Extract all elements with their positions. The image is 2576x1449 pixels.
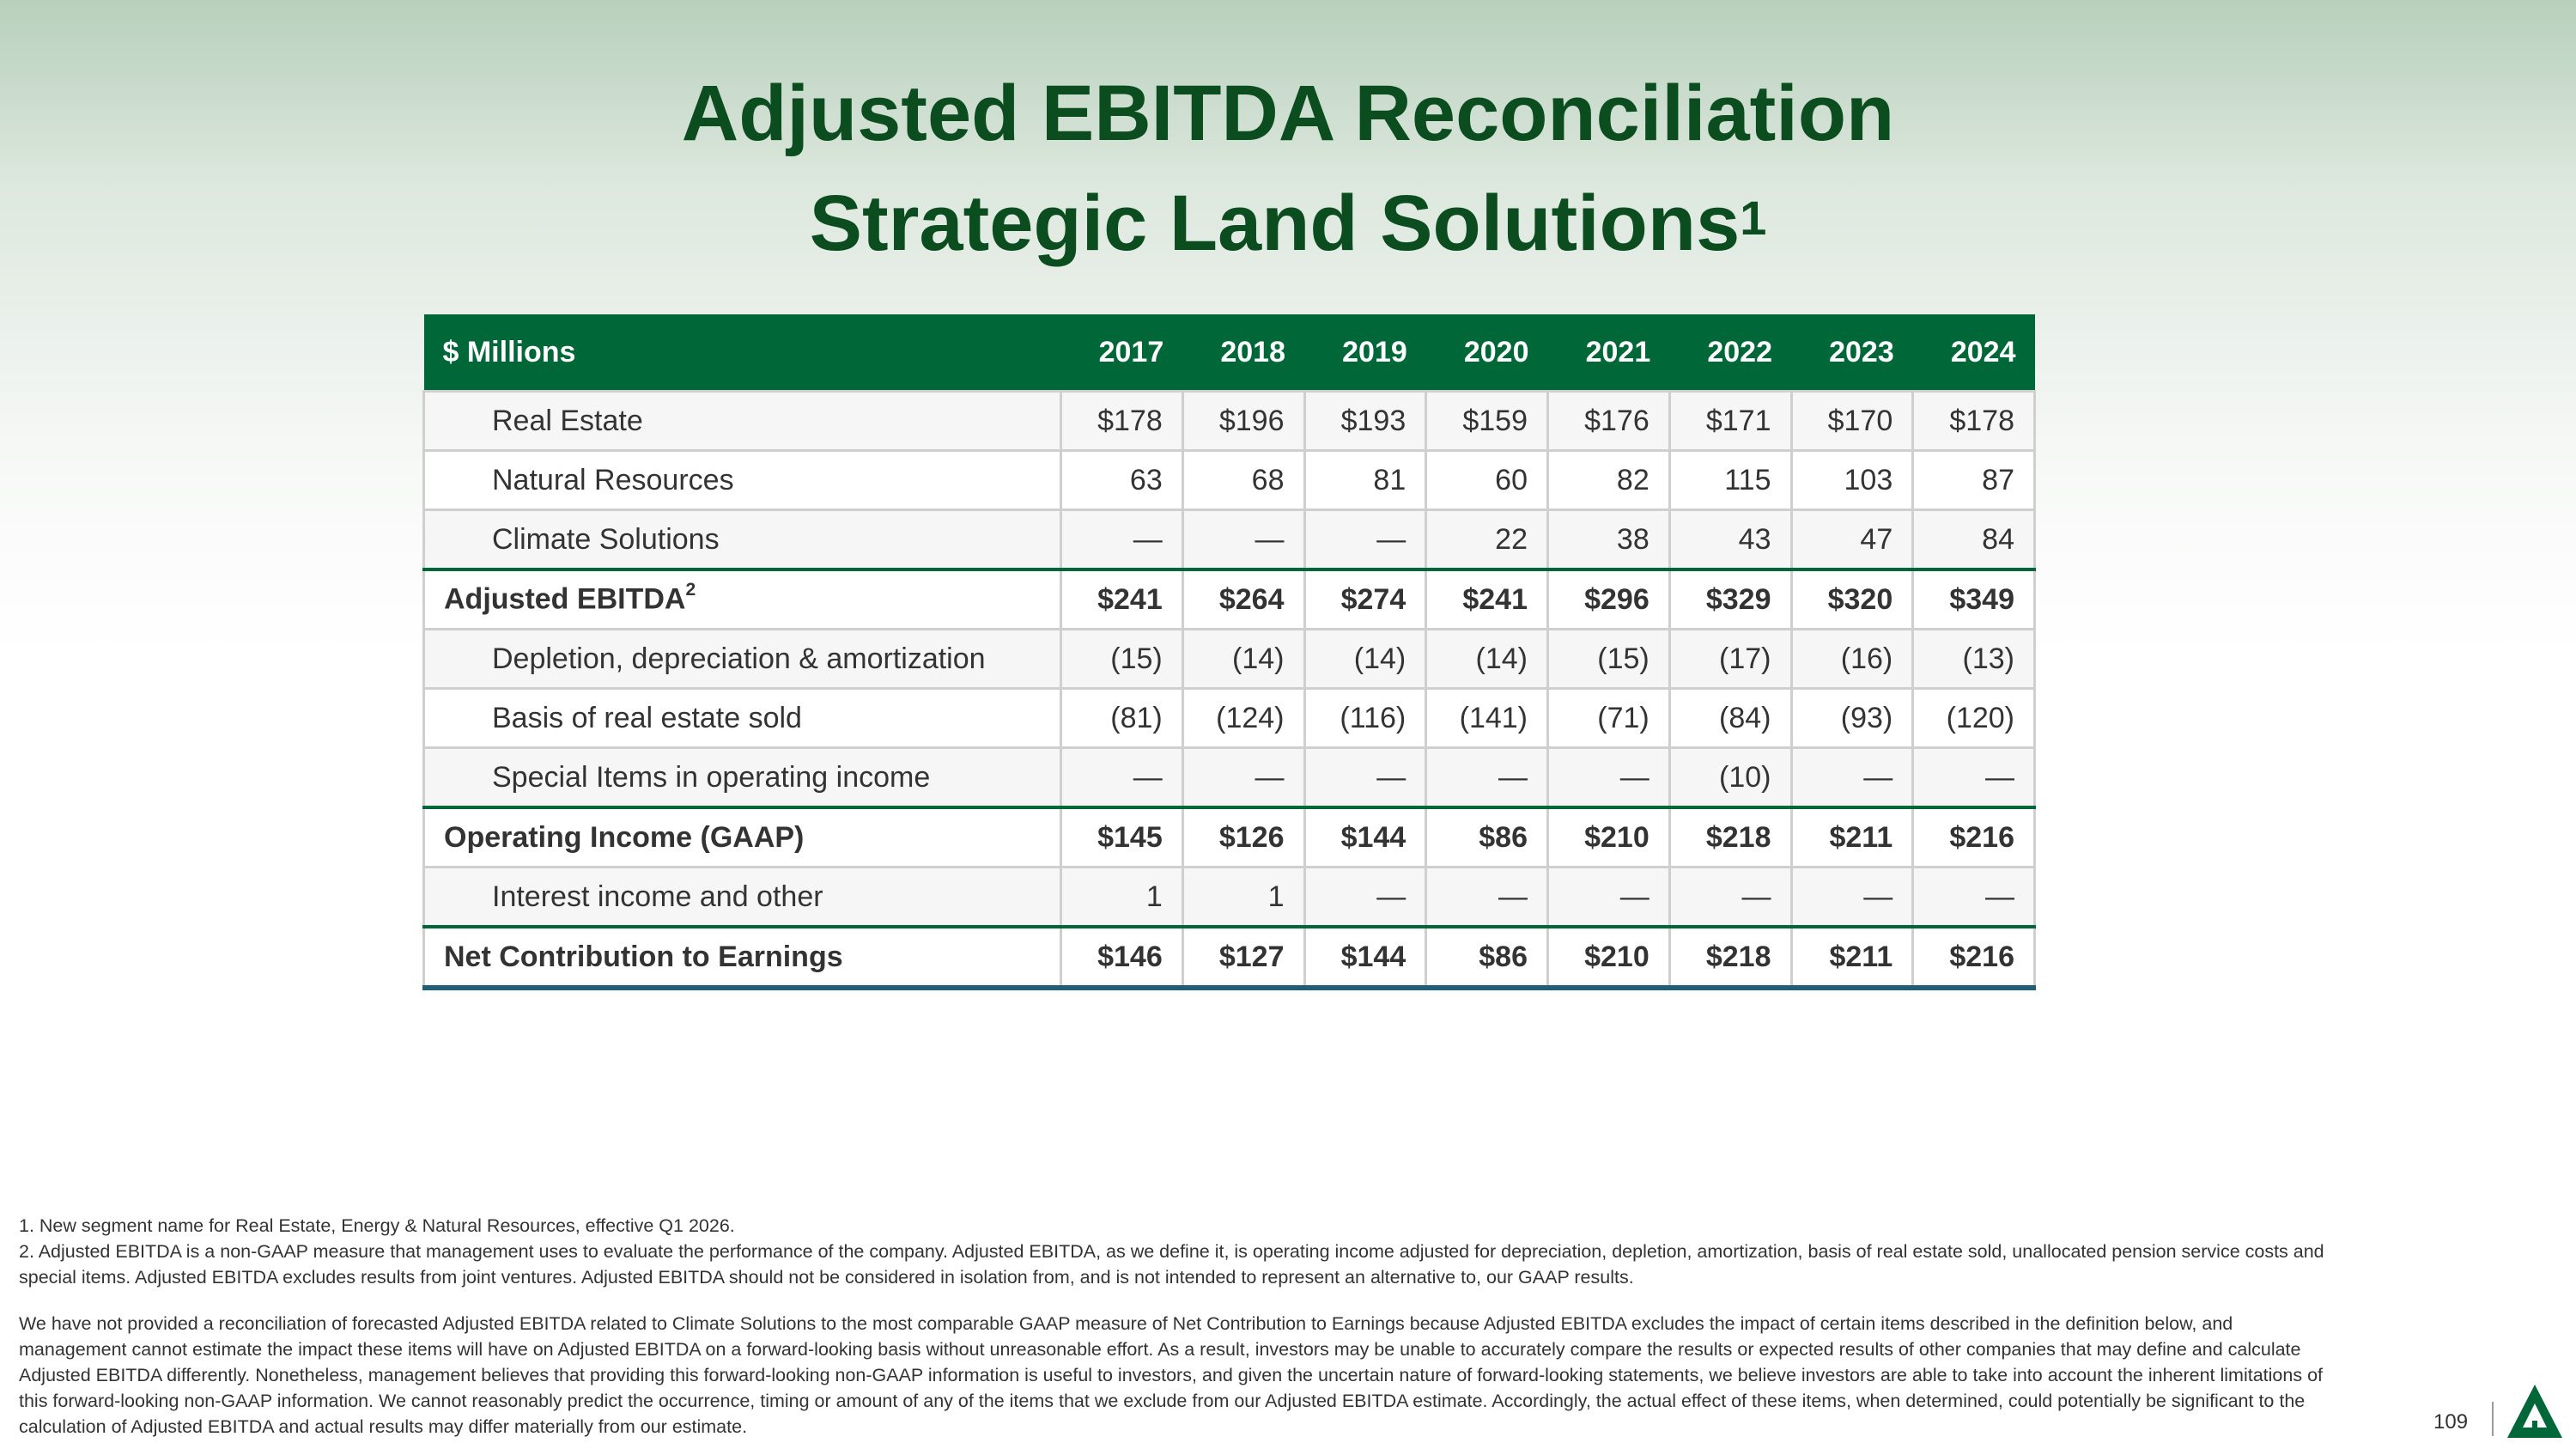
- table-cell: $241: [1061, 569, 1183, 630]
- table-cell: (14): [1426, 630, 1548, 689]
- table-cell: $86: [1426, 927, 1548, 988]
- table-cell: —: [1548, 748, 1670, 808]
- table-cell: $145: [1061, 807, 1183, 868]
- table-cell: —: [1182, 510, 1304, 570]
- row-label: Natural Resources: [424, 451, 1061, 510]
- table-cell: —: [1426, 748, 1548, 808]
- table-cell: (13): [1913, 630, 2035, 689]
- table-row-real-estate: [424, 392, 2035, 451]
- table-cell: (81): [1061, 689, 1183, 748]
- table-cell: —: [1061, 748, 1183, 808]
- table-cell: $349: [1913, 569, 2035, 630]
- row-label: Climate Solutions: [424, 510, 1061, 570]
- table-cell: $241: [1426, 569, 1548, 630]
- table-cell: $264: [1182, 569, 1304, 630]
- table-cell: $211: [1791, 927, 1913, 988]
- table-cell: $296: [1548, 569, 1670, 630]
- table-cell: —: [1426, 868, 1548, 928]
- header-year: 2021: [1548, 314, 1670, 392]
- title-footnote-marker: 1: [1740, 191, 1767, 245]
- table-row-basis-real-estate: [424, 689, 2035, 748]
- table-cell: 22: [1426, 510, 1548, 570]
- row-label: Interest income and other: [424, 868, 1061, 928]
- table-cell: $329: [1669, 569, 1791, 630]
- table-cell: $211: [1791, 807, 1913, 868]
- table-cell: 60: [1426, 451, 1548, 510]
- table-cell: 82: [1548, 451, 1670, 510]
- table-cell: (120): [1913, 689, 2035, 748]
- table-cell: $216: [1913, 807, 2035, 868]
- table-cell: (116): [1304, 689, 1426, 748]
- table-cell: 38: [1548, 510, 1670, 570]
- table-cell: $144: [1304, 807, 1426, 868]
- table-cell: $218: [1669, 927, 1791, 988]
- table-cell: 81: [1304, 451, 1426, 510]
- table-cell: 87: [1913, 451, 2035, 510]
- header-year: 2018: [1182, 314, 1304, 392]
- table-cell: $170: [1791, 392, 1913, 451]
- table-cell: $210: [1548, 807, 1670, 868]
- table-cell: $126: [1182, 807, 1304, 868]
- table-row-climate-solutions: [424, 510, 2035, 570]
- table-cell: (10): [1669, 748, 1791, 808]
- table-cell: —: [1182, 748, 1304, 808]
- table-cell: —: [1913, 748, 2035, 808]
- table-cell: $144: [1304, 927, 1426, 988]
- table-cell: —: [1061, 510, 1183, 570]
- footnotes: [19, 1213, 2337, 1440]
- table-cell: $274: [1304, 569, 1426, 630]
- row-label: Depletion, depreciation & amortization: [424, 630, 1061, 689]
- table-cell: —: [1791, 868, 1913, 928]
- table-cell: (15): [1548, 630, 1670, 689]
- table-cell: $86: [1426, 807, 1548, 868]
- table-cell: (16): [1791, 630, 1913, 689]
- table-cell: 84: [1913, 510, 2035, 570]
- table-cell: (141): [1426, 689, 1548, 748]
- table-cell: —: [1304, 510, 1426, 570]
- table-row-adjusted-ebitda: [424, 569, 2035, 630]
- table-cell: $176: [1548, 392, 1670, 451]
- table-cell: $171: [1669, 392, 1791, 451]
- row-label-text: Adjusted EBITDA: [444, 582, 686, 616]
- table-cell: (17): [1669, 630, 1791, 689]
- table-cell: (15): [1061, 630, 1183, 689]
- header-units-label: $ Millions: [424, 314, 1061, 392]
- table-cell: —: [1304, 748, 1426, 808]
- table-cell: $196: [1182, 392, 1304, 451]
- table-cell: $127: [1182, 927, 1304, 988]
- table-cell: $216: [1913, 927, 2035, 988]
- table-cell: $146: [1061, 927, 1183, 988]
- row-label: Net Contribution to Earnings: [424, 927, 1061, 988]
- table-row-special-items: [424, 748, 2035, 808]
- table-cell: —: [1791, 748, 1913, 808]
- title-line-1: Adjusted EBITDA Reconciliation: [681, 70, 1895, 157]
- title-line-2: Strategic Land Solutions: [809, 180, 1741, 267]
- row-label: Special Items in operating income: [424, 748, 1061, 808]
- header-year: 2020: [1426, 314, 1548, 392]
- row-label: Basis of real estate sold: [424, 689, 1061, 748]
- reconciliation-table: [422, 314, 2036, 990]
- footnote-1: 1. New segment name for Real Estate, Energy & Natural Resources, effective Q1 2026.: [19, 1215, 735, 1236]
- row-label: Operating Income (GAAP): [424, 807, 1061, 868]
- table-row-net-contribution: [424, 927, 2035, 988]
- table-cell: 47: [1791, 510, 1913, 570]
- table-row-depletion: [424, 630, 2035, 689]
- page-number: 109: [2433, 1410, 2469, 1434]
- header-year: 2022: [1669, 314, 1791, 392]
- table-cell: 63: [1061, 451, 1183, 510]
- page-title: [0, 58, 2576, 278]
- forward-looking-disclaimer: We have not provided a reconciliation of forecasted Adjusted EBITDA related to Climate Solutions to the most comparable GAAP measure of Net Contribution to Earnings because Adjusted EBITDA excludes the impact of certain items described in the definition below, and management cannot estimate the impact these items will have on Adjusted EBITDA on a forward-looking basis without unreasonable effort. As a result, investors may be unable to accurately compare the results or expected results of other companies that may define and calculate Adjusted EBITDA differently. Nonetheless, management believes that providing this forward-looking non-GAAP information is useful to investors, and given the uncertain nature of forward-looking statements, we believe investors are able to take into account the inherent limitations of this forward-looking non-GAAP information. We cannot reasonably predict the occurrence, timing or amount of any of the items that we exclude from our Adjusted EBITDA estimate. Accordingly, the actual effect of these items, when determined, could potentially be significant to the calculation of Adjusted EBITDA and actual results may differ materially from our estimate.: [19, 1313, 2323, 1437]
- table-cell: 1: [1061, 868, 1183, 928]
- table-cell: (71): [1548, 689, 1670, 748]
- table-cell: $320: [1791, 569, 1913, 630]
- table-cell: 43: [1669, 510, 1791, 570]
- table-cell: $193: [1304, 392, 1426, 451]
- reconciliation-table-container: [422, 314, 2033, 990]
- row-footnote-marker: 2: [685, 580, 696, 600]
- row-label: Real Estate: [424, 392, 1061, 451]
- table-cell: —: [1669, 868, 1791, 928]
- table-cell: —: [1548, 868, 1670, 928]
- table-cell: (14): [1182, 630, 1304, 689]
- table-cell: 103: [1791, 451, 1913, 510]
- row-label: [424, 569, 1061, 630]
- table-cell: (93): [1791, 689, 1913, 748]
- header-year: 2024: [1913, 314, 2035, 392]
- table-cell: $210: [1548, 927, 1670, 988]
- table-cell: (124): [1182, 689, 1304, 748]
- table-cell: (84): [1669, 689, 1791, 748]
- table-cell: $178: [1913, 392, 2035, 451]
- header-year: 2023: [1791, 314, 1913, 392]
- table-row-operating-income: [424, 807, 2035, 868]
- table-cell: —: [1913, 868, 2035, 928]
- table-cell: $159: [1426, 392, 1548, 451]
- table-cell: (14): [1304, 630, 1426, 689]
- table-cell: 1: [1182, 868, 1304, 928]
- header-year: 2019: [1304, 314, 1426, 392]
- footer-divider: [2492, 1402, 2494, 1436]
- table-cell: $178: [1061, 392, 1183, 451]
- table-cell: —: [1304, 868, 1426, 928]
- tree-triangle-logo-icon: [2506, 1383, 2564, 1440]
- table-row-natural-resources: [424, 451, 2035, 510]
- footnote-2: 2. Adjusted EBITDA is a non-GAAP measure that management uses to evaluate the performance of the company. Adjusted EBITDA, as we define it, is operating income adjusted for depreciation, depletion, amortization, basis of real estate sold, unallocated pension service costs and special items. Adjusted EBITDA excludes results from joint ventures. Adjusted EBITDA should not be considered in isolation from, and is not intended to represent an alternative to, our GAAP results.: [19, 1241, 2324, 1288]
- header-year: 2017: [1061, 314, 1183, 392]
- table-cell: 68: [1182, 451, 1304, 510]
- table-row-interest-income: [424, 868, 2035, 928]
- table-header-row: [424, 314, 2035, 392]
- table-cell: 115: [1669, 451, 1791, 510]
- table-cell: $218: [1669, 807, 1791, 868]
